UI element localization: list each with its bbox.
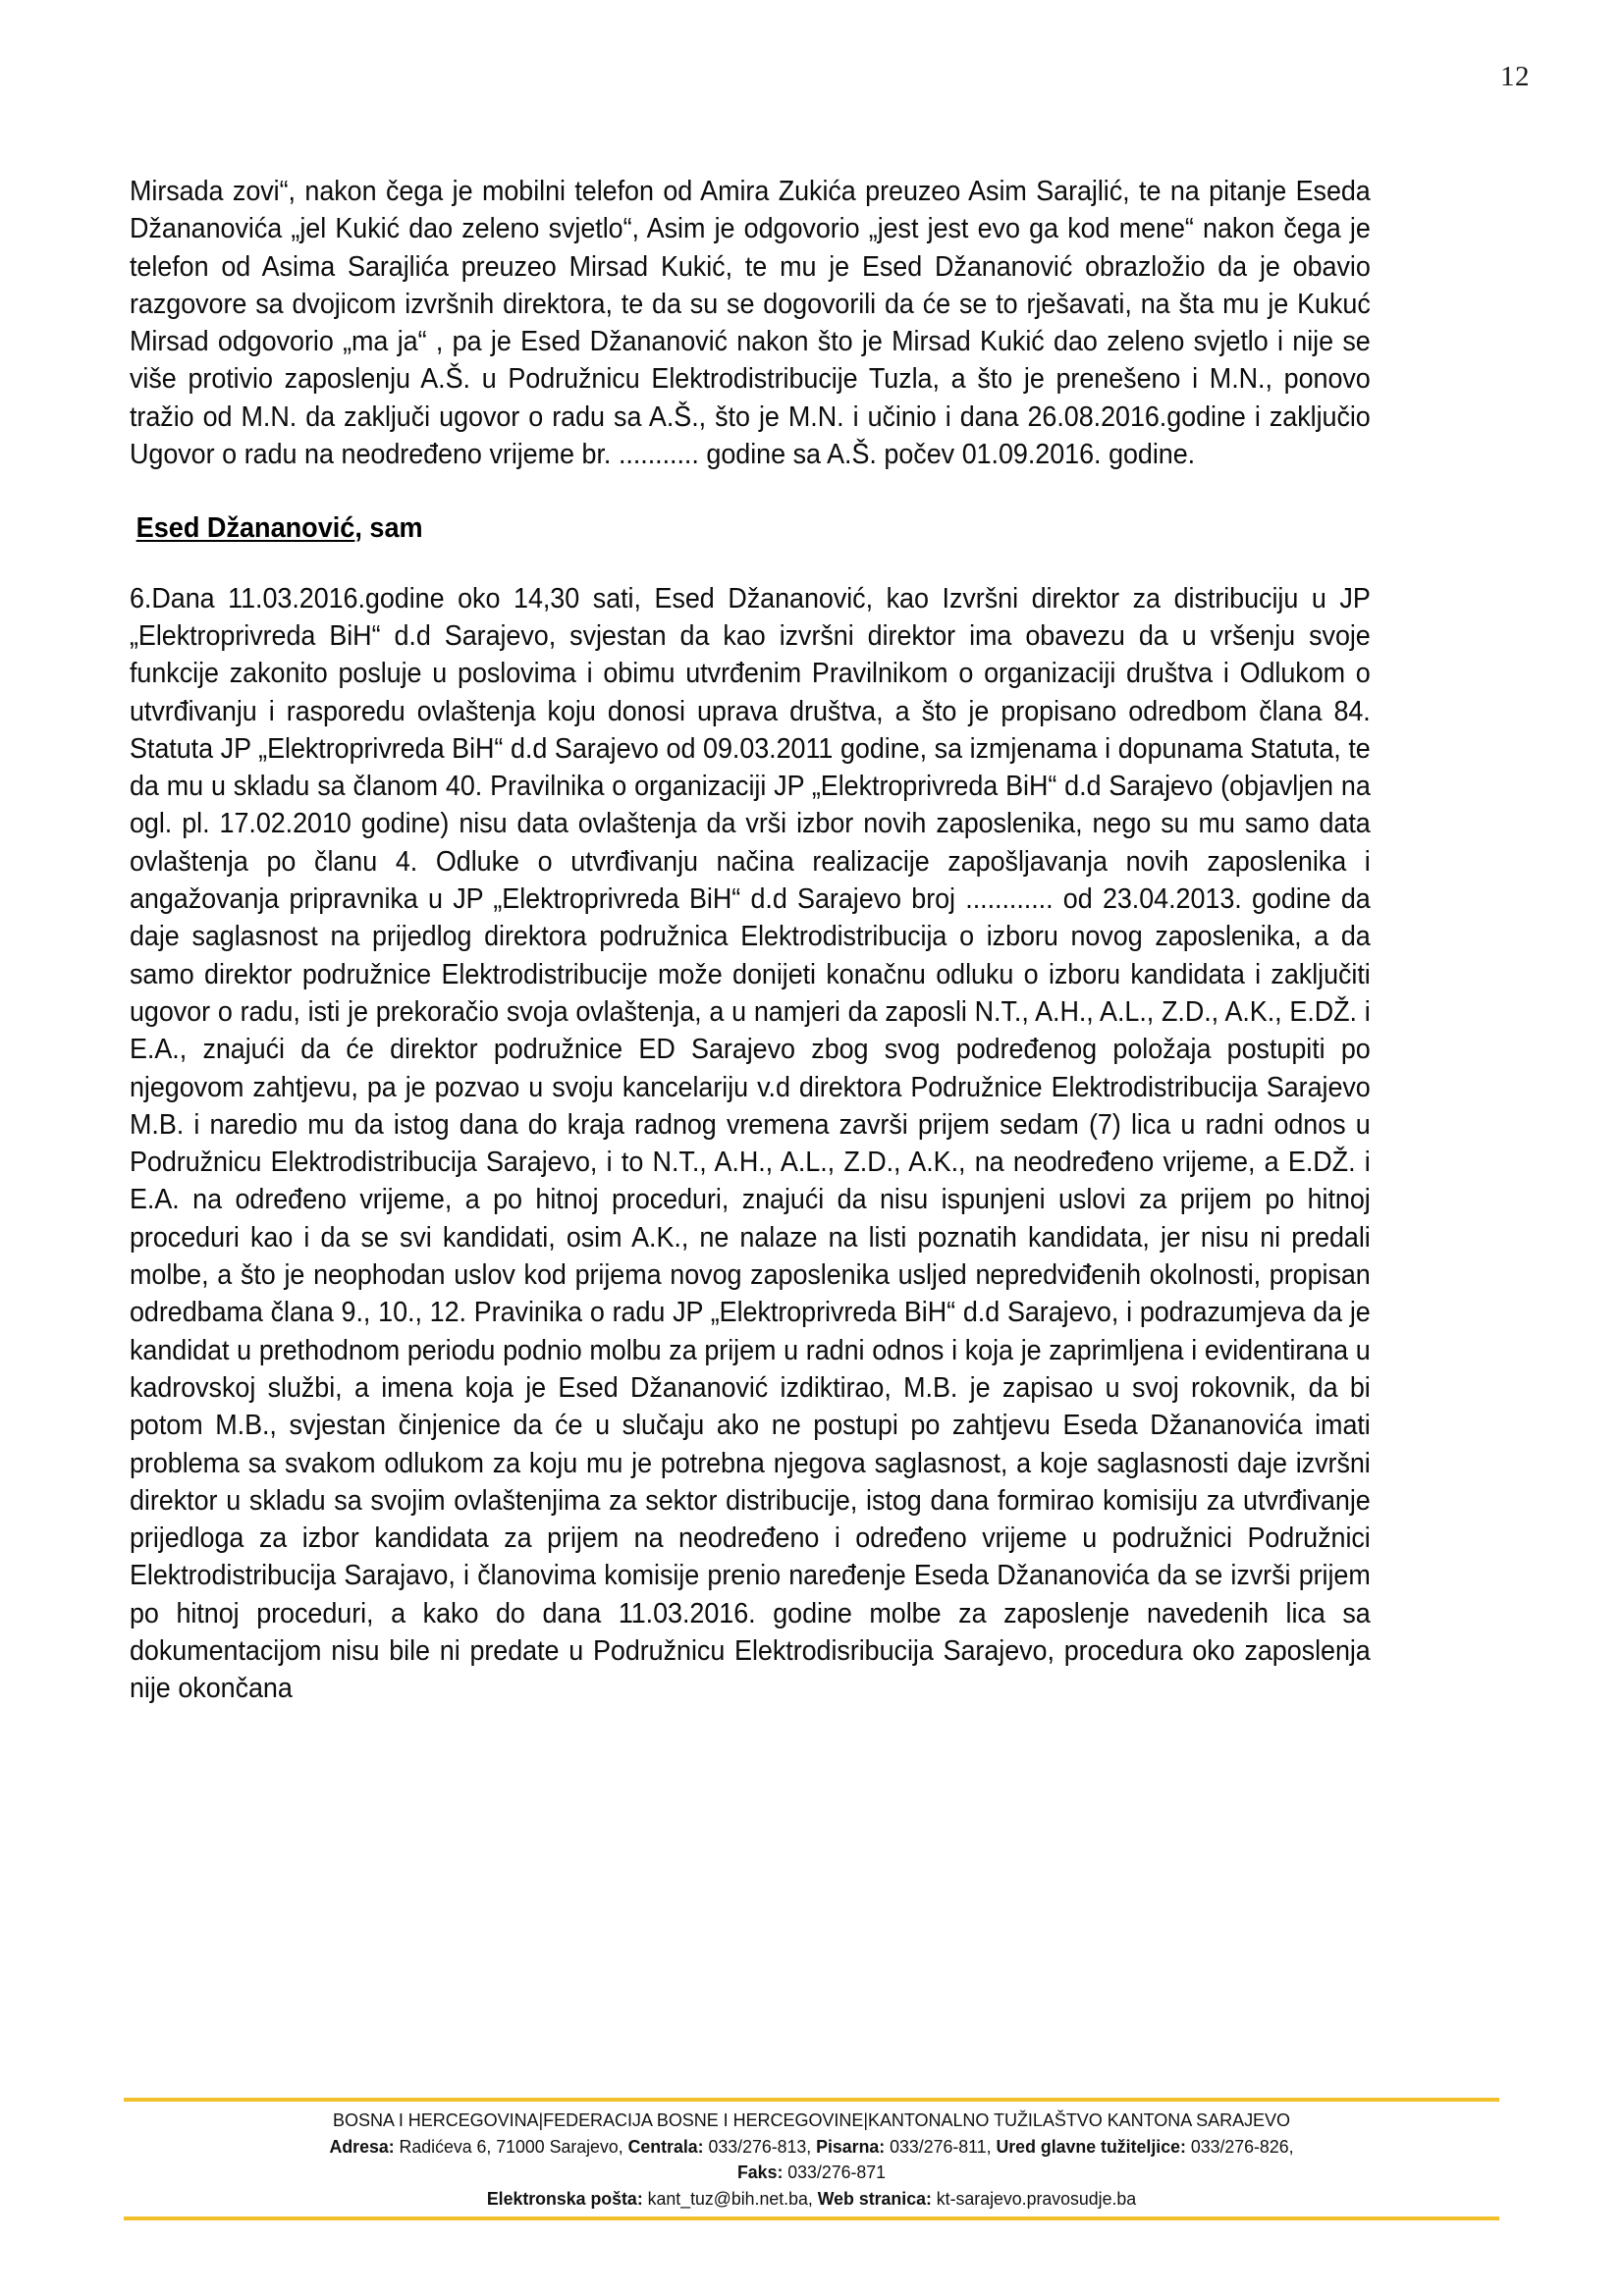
footer-organization: BOSNA I HERCEGOVINA|FEDERACIJA BOSNE I HERCEGOVINE|KANTONALNO TUŽILAŠTVO KANTONA SARAJEVO	[333, 2109, 1290, 2130]
footer-faks-value: 033/276-871	[787, 2162, 887, 2182]
footer-ured-value: 033/276-826,	[1190, 2135, 1294, 2157]
page-number: 12	[1500, 61, 1530, 92]
footer-centrala-value: 033/276-813,	[708, 2135, 812, 2157]
footer-centrala-label: Centrala:	[627, 2135, 704, 2157]
footer-web-label: Web stranica:	[817, 2187, 932, 2209]
footer-faks-label: Faks:	[736, 2162, 784, 2182]
footer-email-line	[151, 2186, 1472, 2213]
footer-divider-bottom	[124, 2216, 1499, 2220]
section-heading	[130, 473, 1309, 579]
footer-web-value: kt-sarajevo.pravosudje.ba	[936, 2187, 1137, 2209]
footer-address-value: Radićeva 6, 71000 Sarajevo,	[399, 2135, 623, 2157]
heading-suffix: , sam	[354, 512, 423, 545]
footer-fax-line	[151, 2160, 1472, 2186]
footer-divider-top	[124, 2098, 1499, 2102]
page-footer	[124, 2098, 1499, 2220]
footer-pisarna-value: 033/276-811,	[890, 2135, 992, 2157]
heading-person-name: Esed Džananović	[135, 512, 355, 545]
paragraph-item-6: 6.Dana 11.03.2016.godine oko 14,30 sati, Esed Džananović, kao Izvršni direktor za distribuciju u JP „Elektroprivreda BiH“ d.d Sarajevo, svjestan da kao izvršni direktor ima obavezu da u vršenju svoje funkcije zakonito posluje u poslovima i obimu utvrđenim Pravilnikom o organizaciji društva i Odlukom o utvrđivanju i rasporedu ovlaštenja koju donosi uprava društva, a što je propisano odredbom člana 84. Statuta JP „Elektroprivreda BiH“ d.d Sarajevo od 09.03.2011 godine, sa izmjenama i dopunama Statuta, te da mu u skladu sa članom 40. Pravilnika o organizaciji JP „Elektroprivreda BiH“ d.d Sarajevo (objavljen na ogl. pl. 17.02.2010 godine) nisu data ovlaštenja da vrši izbor novih zaposlenika, nego su mu samo data ovlaštenja po članu 4. Odluke o utvrđivanju načina realizacije zapošljavanja novih zaposlenika i angažovanja pripravnika u JP „Elektroprivreda BiH“ d.d Sarajevo broj ............ od 23.04.2013. godine da daje saglasnost na prijedlog direktora podružnica Elektrodistribucija o izboru novog zaposlenika, a da samo direktor podružnice Elektrodistribucije može donijeti konačnu odluku o izboru kandidata i zaključiti ugovor o radu, isti je prekoračio svoja ovlaštenja, a u namjeri da zaposli N.T., A.H., A.L., Z.D., A.K., E.DŽ. i E.A., znajući da će direktor podružnice ED Sarajevo zbog svog podređenog položaja postupiti po njegovom zahtjevu, pa je pozvao u svoju kancelariju v.d direktora Podružnice Elektrodistribucija Sarajevo M.B. i naredio mu da istog dana do kraja radnog vremena završi prijem sedam (7) lica u radni odnos u Podružnicu Elektrodistribucija Sarajevo, i to N.T., A.H., A.L., Z.D., A.K., na neodređeno vrijeme, a E.DŽ. i E.A. na određeno vrijeme, a po hitnoj proceduri, znajući da nisu ispunjeni uslovi za prijem po hitnoj proceduri kao i da se svi kandidati, osim A.K., ne nalaze na listi poznatih kandidata, jer nisu ni predali molbe, a što je neophodan uslov kod prijema novog zaposlenika usljed nepredviđenih okolnosti, propisan odredbama člana 9., 10., 12. Pravinika o radu JP „Elektroprivreda BiH“ d.d Sarajevo, i podrazumjeva da je kandidat u prethodnom periodu podnio molbu za prijem u radni odnos i koja je zaprimljena i evidentirana u kadrovskoj službi, a imena koja je Esed Džananović izdiktirao, M.B. je zapisao u svoj rokovnik, da bi potom M.B., svjestan činjenice da će u slučaju ako ne postupi po zahtjevu Eseda Džananovića imati problema sa svakom odlukom za koju mu je potrebna njegova saglasnost, a koje saglasnosti daje izvršni direktor u skladu sa svojim ovlaštenjima za sektor distribucije, istog dana formirao komisiju za utvrđivanje prijedloga za izbor kandidata za prijem na neodređeno i određeno vrijeme u podružnici Podružnici Elektrodistribucija Sarajavo, i članovima komisije prenio naređenje Eseda Džananovića da se izvrši prijem po hitnoj proceduri, a kako do dana 11.03.2016. godine molbe za zaposlenje navedenih lica sa dokumentacijom nisu bile ni predate u Podružnicu Elektrodisribucija Sarajevo, procedura oko zaposlenja nije okončana	[130, 582, 1371, 1705]
footer-ured-label: Ured glavne tužiteljice:	[996, 2135, 1186, 2157]
document-body	[130, 173, 1371, 1708]
footer-contact-block	[151, 2108, 1472, 2212]
paragraph-continuation: Mirsada zovi“, nakon čega je mobilni telefon od Amira Zukića preuzeo Asim Sarajlić, te na pitanje Eseda Džananovića „jel Kukić dao zeleno svjetlo“, Asim je odgovorio „jest jest evo ga kod mene“ nakon čega je telefon od Asima Sarajlića preuzeo Mirsad Kukić, te mu je Esed Džananović obrazložio da je obavio razgovore sa dvojicom izvršnih direktora, te da su se dogovorili da će se to rješavati, na šta mu je Kukuć Mirsad odgovorio „ma ja“ , pa je Esed Džananović nakon što je Mirsad Kukić dao zeleno svjetlo i nije se više protivio zaposlenju A.Š. u Podružnicu Elektrodistribucije Tuzla, a što je prenešeno i M.N., ponovo tražio od M.N. da zaključi ugovor o radu sa A.Š., što je M.N. i učinio i dana 26.08.2016.godine i zaključio Ugovor o radu na neodređeno vrijeme br. ........... godine sa A.Š. počev 01.09.2016. godine.	[130, 176, 1371, 471]
footer-pisarna-label: Pisarna:	[816, 2135, 886, 2157]
footer-address-line	[151, 2134, 1472, 2161]
footer-email-label: Elektronska pošta:	[486, 2187, 643, 2209]
footer-email-value: kant_tuz@bih.net.ba,	[647, 2187, 813, 2209]
footer-address-label: Adresa:	[329, 2135, 395, 2157]
